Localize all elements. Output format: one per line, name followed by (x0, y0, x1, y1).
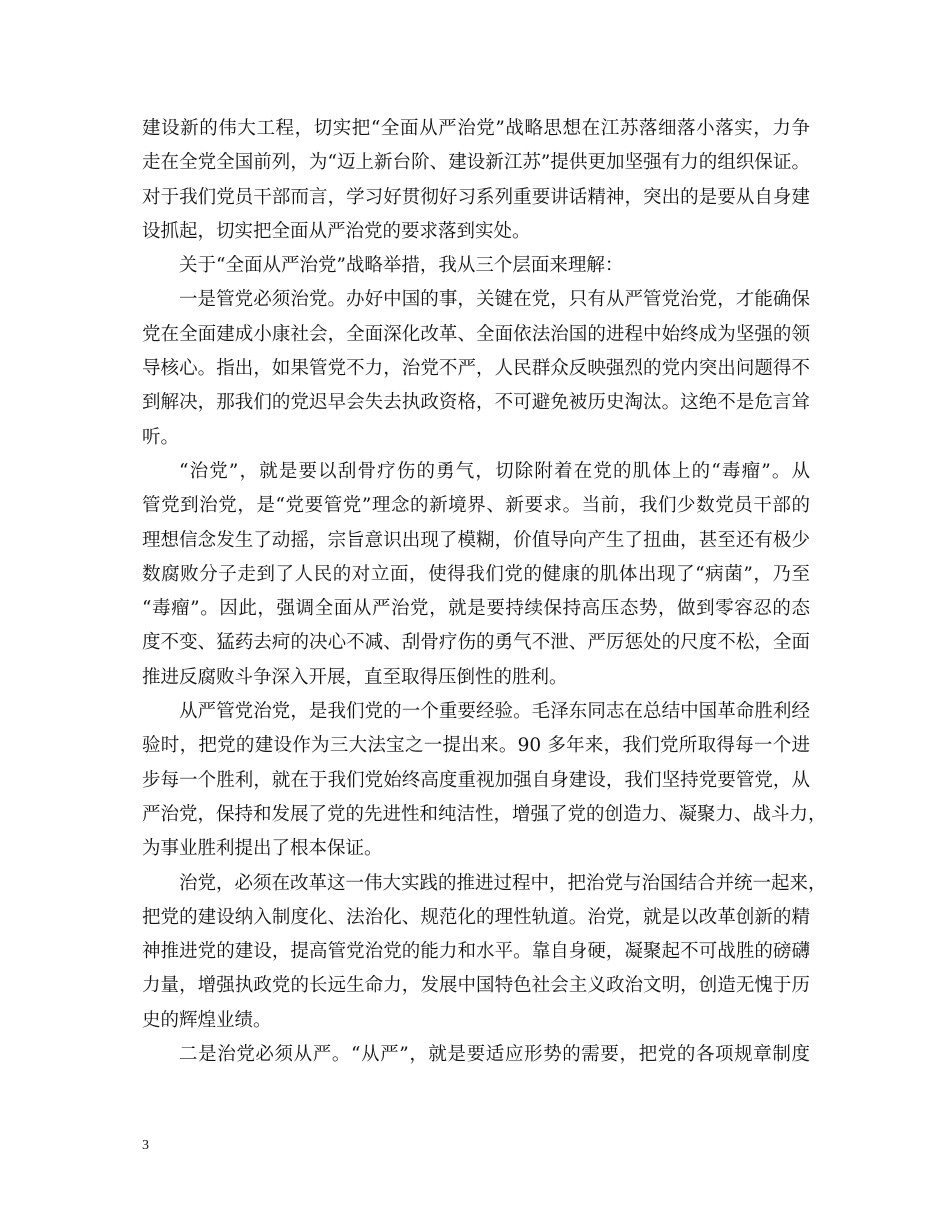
text-line: 验时，把党的建设作为三大法宝之一提出来。90 多年来，我们党所取得每一个进 (142, 735, 810, 757)
document-body (142, 112, 827, 1072)
text-line: 关于“全面从严治党”战略举措，我从三个层面来理解： (179, 255, 624, 277)
text-line: 神推进党的建设，提高管党治党的能力和水平。靠自身硬，凝聚起不可战胜的磅礴 (142, 941, 810, 963)
text-line: 设抓起，切实把全面从严治党的要求落到实处。 (142, 220, 531, 242)
text-line: 一是管党必须治党。办好中国的事，关键在党，只有从严管党治党，才能确保 (179, 289, 810, 311)
text-line: 听。 (142, 426, 180, 448)
text-line: 治党，必须在改革这一伟大实践的推进过程中，把治党与治国结合并统一起来， (179, 872, 827, 894)
text-line: 管党到治党，是“党要管党”理念的新境界、新要求。当前，我们少数党员干部的 (142, 495, 810, 517)
text-line: 到解决，那我们的党迟早会失去执政资格，不可避免被历史淘汰。这绝不是危言耸 (142, 392, 810, 414)
text-line: 对于我们党员干部而言，学习好贯彻好习系列重要讲话精神，突出的是要从自身建 (142, 186, 810, 208)
text-line: 从严管党治党，是我们党的一个重要经验。毛泽东同志在总结中国革命胜利经 (179, 701, 810, 723)
text-line: 党在全面建成小康社会，全面深化改革、全面依法治国的进程中始终成为坚强的领 (142, 323, 810, 345)
text-line: 理想信念发生了动摇，宗旨意识出现了模糊，价值导向产生了扭曲，甚至还有极少 (142, 529, 810, 551)
text-line: 导核心。指出，如果管党不力，治党不严，人民群众反映强烈的党内突出问题得不 (142, 358, 810, 380)
text-line: 把党的建设纳入制度化、法治化、规范化的理性轨道。治党，就是以改革创新的精 (142, 906, 810, 928)
text-line: 力量，增强执政党的长远生命力，发展中国特色社会主义政治文明，创造无愧于历 (142, 975, 810, 997)
text-line: “毒瘤”。因此，强调全面从严治党，就是要持续保持高压态势，做到零容忍的态 (142, 598, 810, 620)
text-line: “治党”，就是要以刮骨疗伤的勇气，切除附着在党的肌体上的“毒瘤”。从 (179, 460, 810, 482)
text-line: 史的辉煌业绩。 (142, 1009, 272, 1031)
text-line: 为事业胜利提出了根本保证。 (142, 838, 383, 860)
text-line: 走在全党全国前列，为“迈上新台阶、建设新江苏”提供更加坚强有力的组织保证。 (142, 152, 810, 174)
text-line: 数腐败分子走到了人民的对立面，使得我们党的健康的肌体出现了“病菌”，乃至 (142, 563, 810, 585)
text-line: 严治党，保持和发展了党的先进性和纯洁性，增强了党的创造力、凝聚力、战斗力， (142, 803, 827, 825)
page-number: 3 (142, 1138, 149, 1153)
text-line: 度不变、猛药去疴的决心不减、刮骨疗伤的勇气不泄、严厉惩处的尺度不松，全面 (142, 632, 810, 654)
text-line: 步每一个胜利，就在于我们党始终高度重视加强自身建设，我们坚持党要管党，从 (142, 769, 810, 791)
text-line: 推进反腐败斗争深入开展，直至取得压倒性的胜利。 (142, 666, 568, 688)
text-line: 建设新的伟大工程，切实把“全面从严治党”战略思想在江苏落细落小落实，力争 (142, 118, 810, 139)
text-line: 二是治党必须从严。“从严”，就是要适应形势的需要，把党的各项规章制度 (179, 1044, 810, 1066)
